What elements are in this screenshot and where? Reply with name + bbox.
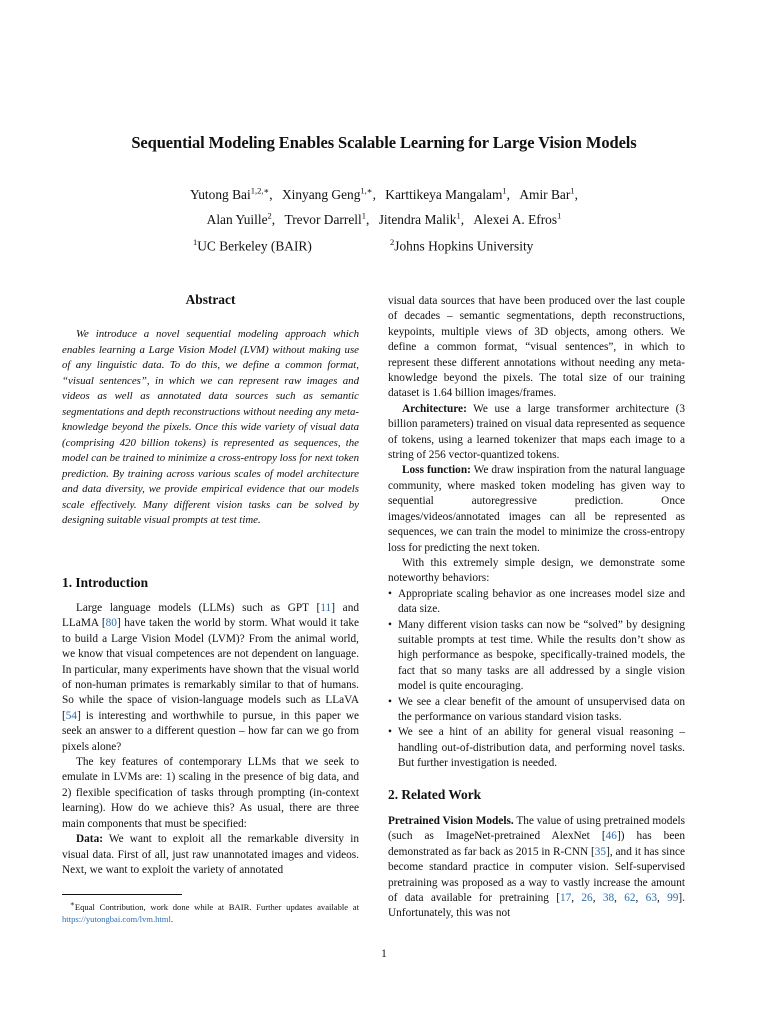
behavior-item: • Appropriate scaling behavior as one increases model size and data size. — [388, 587, 685, 616]
behavior-item: • Many different vision tasks can now be “solved” by designing suitable prompts at test time. While the results don’t show as high performance as bespoke, specifically-trained models, the fact that so many tasks are all addressed by a single vision model is quite encouraging. — [388, 618, 685, 693]
bullet-icon: • — [388, 587, 392, 600]
pretrained-vision-models-paragraph: Pretrained Vision Models. The value of using pretrained models (such as ImageNet-pretrained AlexNet [46]) has been demonstrated as far back as 2015 in R-CNN [35], and it has since become standard practice in computer vision. Self-supervised pretraining was proposed as a way to vastly increase the amount of data available for pretraining [17, 26, 38, 62, 63, 99]. Unfortunately, this was not — [388, 815, 685, 920]
data-runin-label: Data: — [76, 833, 103, 846]
right-column — [388, 0, 685, 1024]
introduction-paragraph-3: Data: We want to exploit all the remarkable diversity in visual data. First of all, just raw unannotated images and videos. Next, we want to exploit the variety of annotated — [62, 833, 359, 876]
author: Karttikeya Mangalam$^1$, — [385, 186, 511, 203]
related-work-heading: 2. Related Work — [388, 787, 482, 802]
citation-link[interactable]: 38 — [602, 892, 615, 905]
bullet-icon: • — [388, 695, 392, 708]
citation-link[interactable]: 63 — [645, 892, 657, 905]
bullet-icon: • — [388, 618, 392, 631]
affiliation: $^1$UC Berkeley (BAIR) — [193, 237, 312, 254]
author: Jitendra Malik$^1$, — [378, 210, 465, 227]
citation-link[interactable]: 11 — [320, 602, 332, 614]
citation-link[interactable]: 35 — [594, 845, 607, 858]
pretrained-runin-label: Pretrained Vision Models. — [388, 815, 514, 827]
paper-title: Sequential Modeling Enables Scalable Learning for Large Vision Models — [131, 133, 637, 152]
citation-link[interactable]: 17 — [559, 892, 572, 905]
introduction-heading: 1. Introduction — [62, 575, 149, 590]
introduction-paragraph-2: The key features of contemporary LLMs that we seek to emulate in LVMs are: 1) scaling in the presence of big data, and 2) flexible specification of tasks through prompting (in-context learning). How do we achieve this? As usual, there are three main components that must be specified: — [62, 756, 359, 830]
behaviors-intro-paragraph: With this extremely simple design, we demonstrate some noteworthy behaviors: — [388, 556, 685, 585]
introduction-paragraph-1: Large language models (LLMs) such as GPT [11] and LLaMA [80] have taken the world by storm. What would it take to build a Large Vision Model (LVM)? From the animal world, we know that visual competences are not dependent on language. In particular, many experiments have shown that the visual world of non-human primates is remarkably similar to that of humans. So while the space of vision-language models such as LLaVA [54] is interesting and worthwhile to pursue, in this paper we seek an answer to a different question – how far can we go from pixels alone? — [62, 602, 359, 753]
behaviors-list — [388, 587, 685, 772]
footnote: ∗Equal Contribution, work done while at BAIR. Further updates available at https://yutongbai.com/lvm.html. — [62, 900, 359, 924]
affiliation: $^2$Johns Hopkins University — [390, 237, 534, 254]
data-continuation-paragraph: visual data sources that have been produced over the last couple of decades – semantic segmentations, depth reconstructions, keypoints, multiple views of 3D objects, among others. We define a common format, “visual sentences”, in which to represent these different annotations without needing any meta-knowledge beyond the pixels. The total size of our training dataset is 1.64 billion images/frames. — [388, 295, 685, 400]
citation-link[interactable]: 80 — [105, 617, 117, 630]
abstract-text: We introduce a novel sequential modeling approach which enables learning a Large Vision Model (LVM) without making use of any linguistic data. To do this, we define a common format, “visual sentences”, in which we can represent raw images and videos as well as annotated data sources such as semantic segmentations and depth reconstructions without needing any meta-knowledge beyond the pixels. Once this wide variety of visual data (comprising 420 billion tokens) is represented as sequences, the model can be trained to minimize a cross-entropy loss for next token prediction. By training across various scales of model architecture and data diversity, we provide empirical evidence that our models scale effectively. Many different vision tasks can be solved by designing suitable visual prompts at test time. — [62, 328, 359, 526]
architecture-paragraph: Architecture: We use a large transformer architecture (3 billion parameters) trained on visual data represented as sequence of tokens, using a learned tokenizer that maps each image to a string of 256 vector-quantized tokens. — [388, 402, 685, 462]
citation-link[interactable]: 99 — [667, 892, 679, 905]
citation-link[interactable]: 46 — [605, 830, 617, 843]
related-work-body — [388, 814, 685, 922]
behavior-item: • We see a hint of an ability for general visual reasoning – handling out-of-distribution data, and performing novel tasks. But further investigation is needed. — [388, 726, 685, 770]
introduction-body — [62, 601, 359, 878]
behavior-item: • We see a clear benefit of the amount of unsupervised data on the performance on various standard vision tasks. — [388, 695, 685, 723]
loss-function-paragraph: Loss function: We draw inspiration from the natural language community, where masked token modeling has given way to sequential autoregressive prediction. Once images/videos/annotated images can all be represented as sequences, we can train the model to minimize the cross-entropy loss for predicting the next token. — [388, 464, 685, 554]
abstract-heading: Abstract — [185, 292, 236, 307]
bullet-icon: • — [388, 726, 392, 739]
page-number: 1 — [381, 948, 387, 960]
author: Alexei A. Efros$^1$ — [473, 210, 562, 227]
architecture-runin-label: Architecture: — [402, 402, 467, 415]
author: Alan Yuille$^2$, — [206, 210, 276, 227]
right-column-body — [388, 294, 685, 772]
citation-link[interactable]: 54 — [65, 709, 78, 722]
project-link[interactable]: https://yutongbai.com/lvm.html — [62, 913, 171, 924]
author: Amir Bar$^1$, — [519, 186, 578, 203]
citation-link[interactable]: 62 — [624, 892, 636, 905]
loss-function-runin-label: Loss function: — [402, 464, 471, 477]
author: Trevor Darrell$^1$, — [284, 210, 370, 227]
left-column — [62, 0, 359, 1024]
author: Yutong Bai$^{1,2,∗}$, — [190, 186, 273, 203]
author: Xinyang Geng$^{1,∗}$, — [281, 186, 376, 203]
footnote-rule — [62, 894, 182, 895]
citation-link[interactable]: 26 — [581, 892, 593, 905]
